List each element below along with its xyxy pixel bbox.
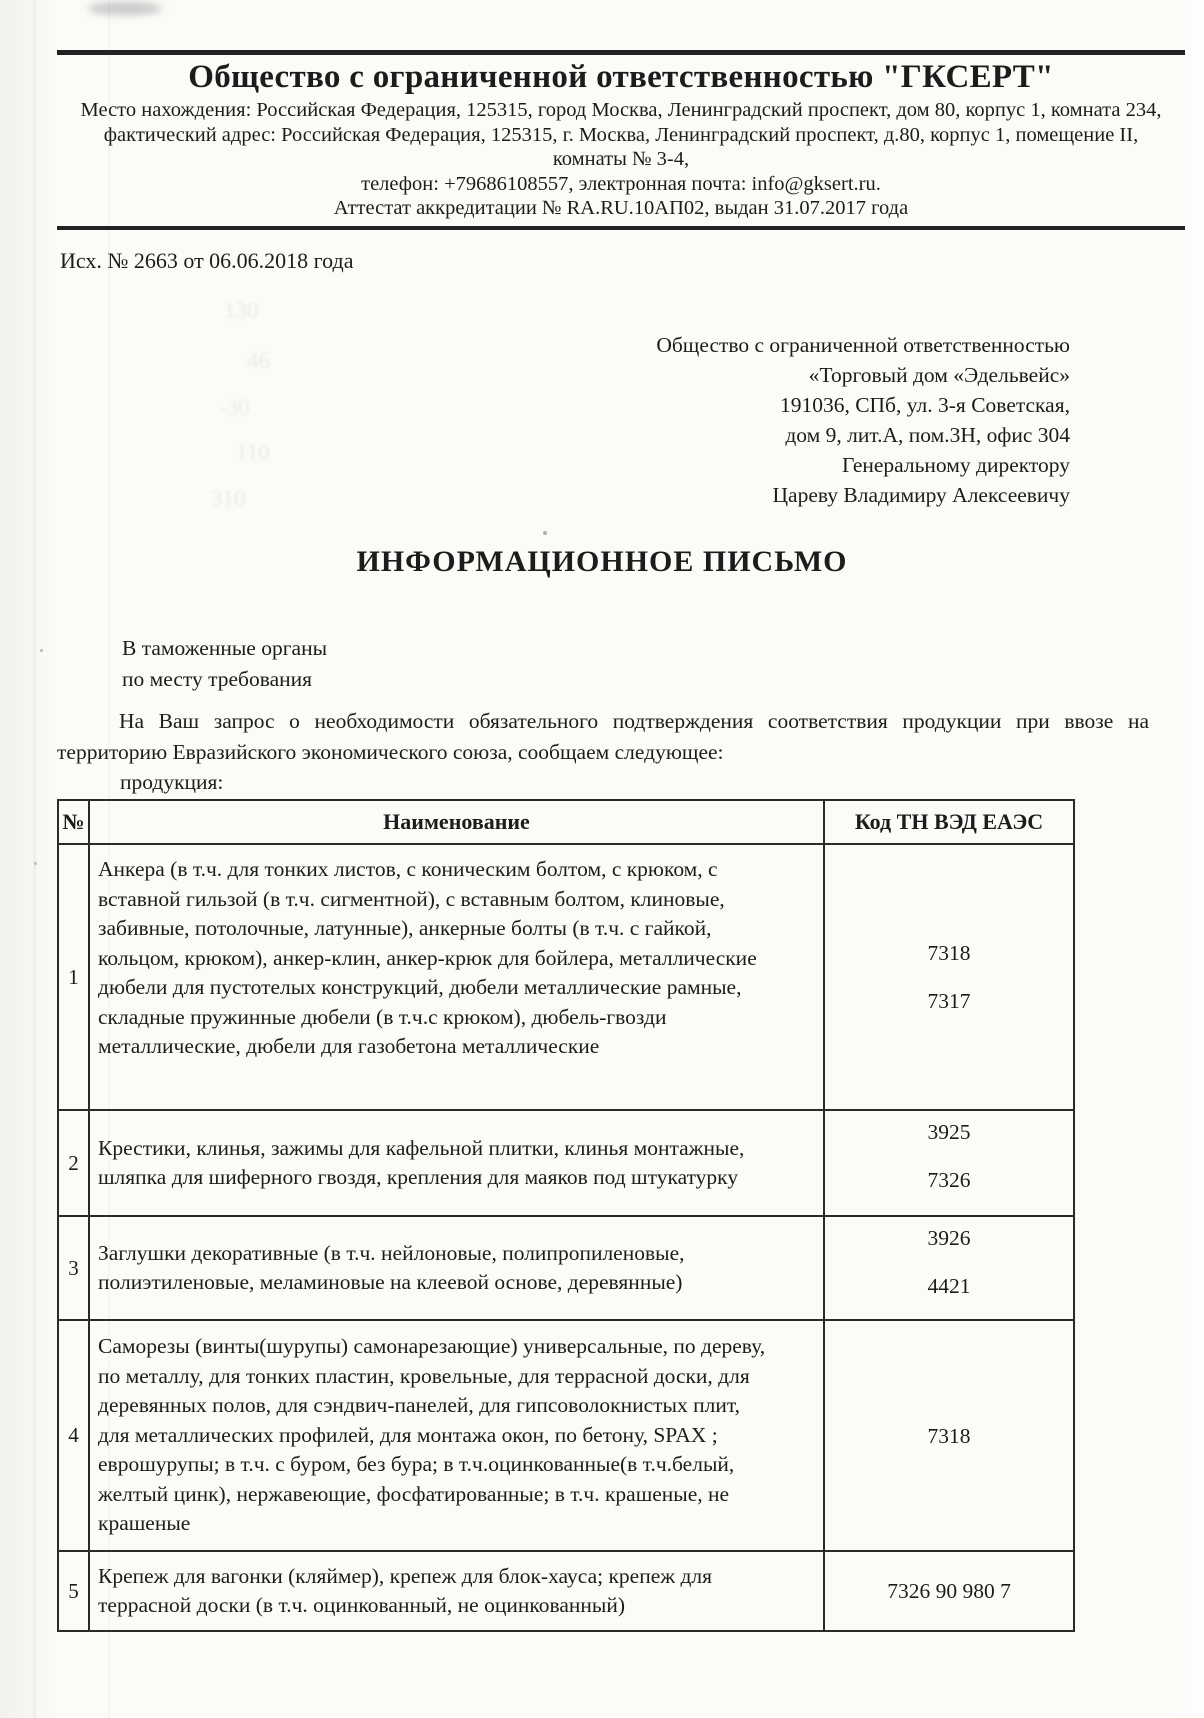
letterhead-legal-address: Место нахождения: Российская Федерация, 125315, город Москва, Ленинградский проспект, дом 80, корпус 1, комната 234,	[80, 99, 1162, 121]
table-row	[58, 1110, 1074, 1216]
table-row	[58, 844, 1074, 1110]
tnved-code: 7318	[927, 1423, 971, 1448]
company-name: Общество с ограниченной ответственностью "ГКСЕРТ"	[188, 59, 1054, 95]
product-codes-cell	[824, 1110, 1074, 1216]
product-name: Анкера (в т.ч. для тонких листов, с коническим болтом, с крюком, с вставной гильзой (в т.ч. сигментной), с вставным болтом, клиновые, забивные, потолочные, латунные), анкерные болты (в т.ч. с гайкой, кольцом, крюком), анкер-клин, анкер-крюк для бойлера, металлические дюбели для пустотелых конструкций, дюбели металлические рамные, складные пружинные дюбели (в т.ч.с крюком), дюбель-гвозди металлические, дюбели для газобетона металлические	[89, 844, 824, 1110]
bleedthrough-mark: -30	[219, 395, 250, 420]
row-number: 5	[58, 1551, 89, 1631]
tnved-code: 3925	[927, 1120, 971, 1144]
addressee-line: по месту требования	[122, 667, 313, 691]
recipient-line: дом 9, лит.А, пом.3Н, офис 304	[785, 423, 1070, 447]
row-number: 4	[58, 1320, 89, 1551]
recipient-line: Генеральному директору	[842, 453, 1070, 477]
row-number: 2	[58, 1110, 89, 1216]
scan-speck-artifact	[34, 862, 37, 865]
addressee-block	[122, 633, 327, 695]
scan-speck-artifact	[543, 531, 547, 535]
tnved-code: 7326	[927, 1168, 971, 1192]
table-row	[58, 1320, 1074, 1551]
letterhead-actual-address: фактический адрес: Российская Федерация, 125315, г. Москва, Ленинградский проспект, д.80, корпус 1, помещение II,	[103, 123, 1139, 146]
product-name: Саморезы (винты(шурупы) самонарезающие) универсальные, по дереву, по металлу, для тонких пластин, кровельные, для террасной доски, для деревянных полов, для сэндвич-панелей, для гипсоволокнистых плит, для металлических профилей, для монтажа окон, по бетону, SPAX ; еврошурупы; в т.ч. с буром, без бура; в т.ч.оцинкованные(в т.ч.белый, желтый цинк), нержавеющие, фосфатированные; в т.ч. крашеные, не крашеные	[89, 1320, 824, 1551]
product-codes-cell	[824, 1551, 1074, 1631]
product-name: Заглушки декоративные (в т.ч. нейлоновые, полипропиленовые, полиэтиленовые, меламиновые на клеевой основе, деревянные)	[89, 1216, 824, 1320]
tnved-code: 3926	[927, 1226, 971, 1250]
col-header-code: Код ТН ВЭД ЕАЭС	[824, 800, 1074, 844]
document-title: ИНФОРМАЦИОННОЕ ПИСЬМО	[356, 545, 848, 578]
recipient-line: «Торговый дом «Эдельвейс»	[808, 363, 1070, 387]
tnved-code: 7326 90 980 7	[887, 1579, 1011, 1603]
tnved-code: 7318	[927, 941, 971, 965]
col-header-name: Наименование	[89, 800, 824, 844]
product-codes-cell	[824, 1320, 1074, 1551]
recipient-line: 191036, СПб, ул. 3-я Советская,	[779, 393, 1070, 417]
table-header-row	[58, 800, 1074, 844]
products-label: продукция:	[120, 770, 224, 794]
bleedthrough-mark: 310	[211, 486, 246, 511]
scan-speck-artifact	[40, 649, 43, 652]
recipient-line: Цареву Владимиру Алексеевичу	[772, 483, 1070, 507]
row-number: 3	[58, 1216, 89, 1320]
row-number: 1	[58, 844, 89, 1110]
bleedthrough-mark: 110	[236, 440, 270, 465]
product-name: Крестики, клинья, зажимы для кафельной плитки, клинья монтажные, шляпка для шиферного гвоздя, крепления для маяков под штукатурку	[89, 1110, 824, 1216]
body-paragraph: На Ваш запрос о необходимости обязательного подтверждения соответствия продукции при ввозе на территорию Евразийского экономического союза, сообщаем следующее:	[57, 709, 1149, 764]
addressee-line: В таможенные органы	[122, 636, 328, 660]
outgoing-ref-line: Исх. № 2663 от 06.06.2018 года	[60, 248, 354, 273]
col-header-num: №	[58, 800, 89, 844]
product-codes-cell	[824, 844, 1074, 1110]
products-table	[57, 799, 1075, 1632]
bleedthrough-mark: 46	[247, 348, 270, 373]
scan-smudge-artifact	[88, 2, 162, 15]
letterhead-phone-email: телефон: +79686108557, электронная почта: info@gksert.ru.	[361, 172, 881, 195]
letterhead-rooms: комнаты № 3-4,	[552, 148, 690, 171]
letterhead-accreditation: Аттестат аккредитации № RA.RU.10АП02, выдан 31.07.2017 года	[333, 197, 909, 220]
letterhead	[57, 50, 1185, 230]
recipient-block	[656, 330, 1070, 510]
product-codes-cell	[824, 1216, 1074, 1320]
scan-edge-artifact	[33, 0, 36, 1718]
bleedthrough-mark: 130	[224, 298, 259, 323]
recipient-line: Общество с ограниченной ответственностью	[656, 333, 1070, 357]
table-row	[58, 1216, 1074, 1320]
table-row	[58, 1551, 1074, 1631]
tnved-code: 7317	[927, 989, 971, 1013]
tnved-code: 4421	[927, 1274, 971, 1298]
product-name: Крепеж для вагонки (кляймер), крепеж для блок-хауса; крепеж для террасной доски (в т.ч. оцинкованный, не оцинкованный)	[89, 1551, 824, 1631]
